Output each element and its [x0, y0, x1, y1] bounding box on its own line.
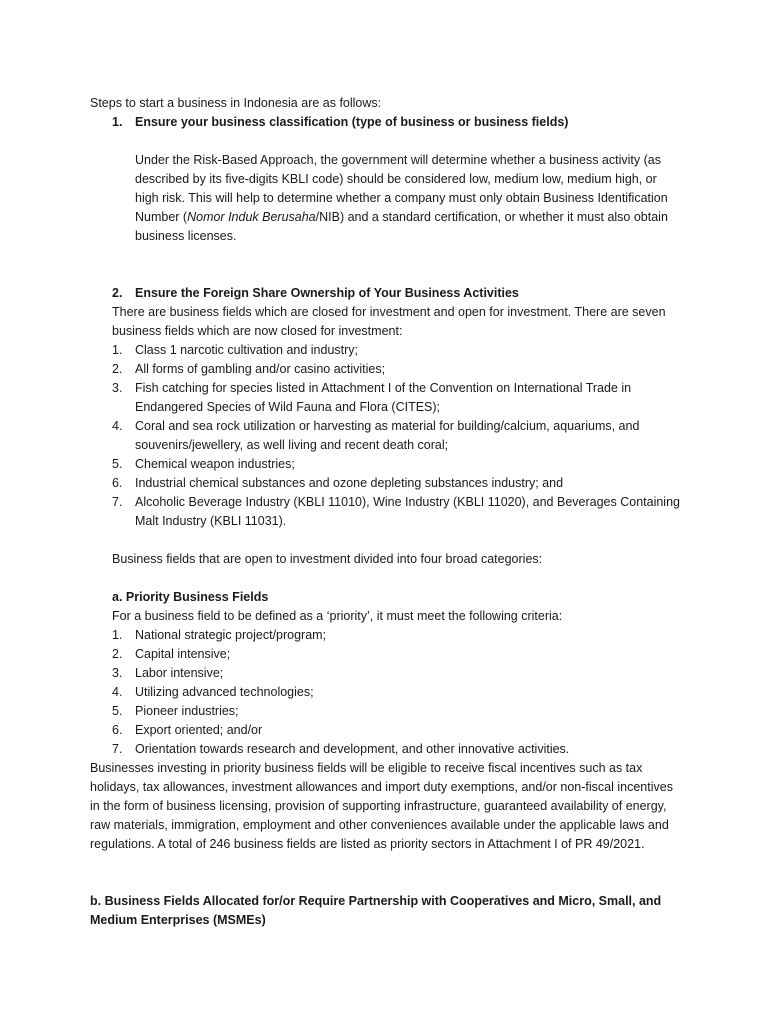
step1-heading [90, 113, 725, 132]
list-item-number: 5. [112, 457, 123, 471]
list-item-number: 6. [112, 723, 123, 737]
list-item-text: Class 1 narcotic cultivation and industry; [135, 343, 359, 357]
list-item-number: 4. [112, 685, 123, 699]
list-item-number: 1. [112, 343, 123, 357]
list-item-text: Chemical weapon industries; [135, 457, 295, 471]
list-item-text: Utilizing advanced technologies; [135, 685, 314, 699]
list-item-number: 7. [112, 495, 123, 509]
list-item-text: Industrial chemical substances and ozone depleting substances industry; and [135, 476, 564, 490]
priority-criterion-item [90, 645, 680, 664]
intro-text: Steps to start a business in Indonesia are as follows: [90, 96, 382, 110]
list-item-number: 2. [112, 362, 123, 376]
step2-heading-text: Ensure the Foreign Share Ownership of Your Business Activities [135, 286, 519, 300]
step1-heading-text: Ensure your business classification (type of business or business fields) [135, 115, 569, 129]
list-item-text: National strategic project/program; [135, 628, 327, 642]
step1-para-part1: Under the Risk-Based Approach, the government will determine whether a business activity (as described by its five-digits KBLI code) should be considered low, medium low, medium high, or high risk. This will help to determine whether a company must only obtain Business Identification Number ( [135, 153, 668, 224]
priority-criteria-list [90, 626, 680, 759]
closed-field-item [90, 455, 680, 474]
priority-heading: a. Priority Business Fields [112, 590, 269, 604]
list-item-number: 7. [112, 742, 123, 756]
list-item-text: Alcoholic Beverage Industry (KBLI 11010), Wine Industry (KBLI 11020), and Beverages Containing Malt Industry (KBLI 11031). [135, 495, 680, 528]
step2-paragraph: There are business fields which are closed for investment and open for investment. There are seven business fields which are now closed for investment: [112, 305, 666, 338]
list-item-number: 3. [112, 381, 123, 395]
list-item-number: 4. [112, 419, 123, 433]
priority-criterion-item [90, 740, 680, 759]
list-item-text: Labor intensive; [135, 666, 224, 680]
closed-field-item [90, 360, 680, 379]
closed-field-item [90, 379, 680, 417]
priority-criterion-item [90, 626, 680, 645]
closed-fields-list [90, 341, 680, 531]
step1-number: 1. [112, 115, 123, 129]
step2-heading [90, 284, 725, 303]
list-item-text: Pioneer industries; [135, 704, 239, 718]
list-item-text: All forms of gambling and/or casino activities; [135, 362, 386, 376]
closed-field-item [90, 341, 680, 360]
priority-criterion-item [90, 683, 680, 702]
list-item-text: Orientation towards research and development, and other innovative activities. [135, 742, 570, 756]
open-fields-intro: Business fields that are open to investment divided into four broad categories: [112, 552, 543, 566]
closed-field-item [90, 417, 680, 455]
list-item-text: Fish catching for species listed in Attachment I of the Convention on International Trade in Endangered Species of Wild Fauna and Flora (CITES); [135, 381, 632, 414]
section-b-heading: b. Business Fields Allocated for/or Require Partnership with Cooperatives and Micro, Small, and Medium Enterprises (MSMEs) [90, 894, 662, 927]
step1-paragraph [135, 151, 680, 246]
list-item-number: 6. [112, 476, 123, 490]
list-item-text: Coral and sea rock utilization or harvesting as material for building/calcium, aquariums, and souvenirs/jewellery, as well living and recent death coral; [135, 419, 640, 452]
list-item-number: 2. [112, 647, 123, 661]
priority-criterion-item [90, 721, 680, 740]
list-item-text: Export oriented; and/or [135, 723, 263, 737]
list-item-number: 3. [112, 666, 123, 680]
list-item-number: 5. [112, 704, 123, 718]
closed-field-item [90, 493, 680, 531]
step1-para-italic: Nomor Induk Berusaha [187, 210, 316, 224]
step1-para-part2: /NIB) and a standard certification, or whether it must also obtain business licenses. [135, 210, 668, 243]
list-item-text: Capital intensive; [135, 647, 231, 661]
step2-number: 2. [112, 286, 123, 300]
priority-criterion-item [90, 664, 680, 683]
priority-intro: For a business field to be defined as a ‘priority’, it must meet the following criteria: [112, 609, 563, 623]
priority-criterion-item [90, 702, 680, 721]
priority-paragraph: Businesses investing in priority business fields will be eligible to receive fiscal incentives such as tax holidays, tax allowances, investment allowances and import duty exemptions, and/or non-fiscal incentives in the form of business licensing, provision of supporting infrastructure, guaranteed availability of energy, raw materials, immigration, employment and other conveniences available under the applicable laws and regulations. A total of 246 business fields are listed as priority sectors in Attachment I of PR 49/2021. [90, 761, 673, 851]
closed-field-item [90, 474, 680, 493]
list-item-number: 1. [112, 628, 123, 642]
